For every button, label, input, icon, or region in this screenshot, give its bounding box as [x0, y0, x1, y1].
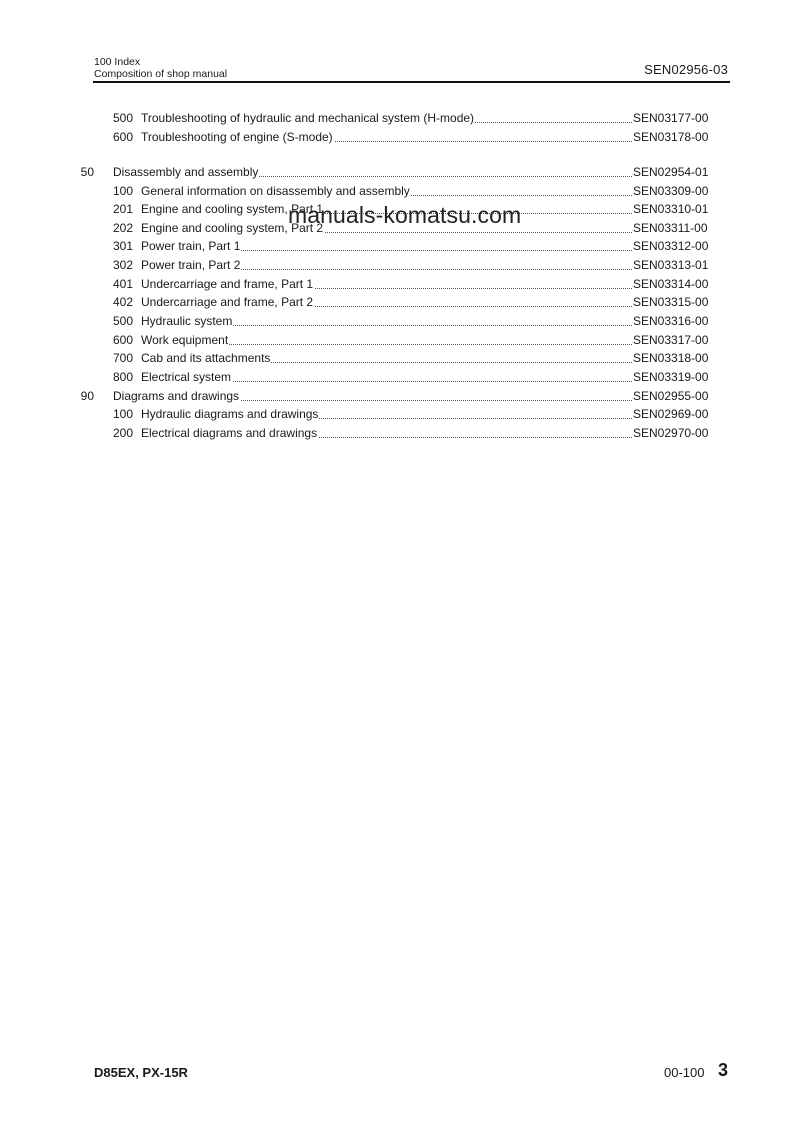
document-code: SEN02956-03 — [644, 62, 728, 77]
toc-title: Power train, Part 1 — [141, 239, 241, 253]
toc-title: Electrical diagrams and drawings — [141, 426, 318, 440]
toc-number: 50 — [80, 165, 94, 179]
toc-title: Engine and cooling system, Part 1 — [141, 202, 324, 216]
toc-row[interactable] — [0, 256, 794, 274]
toc-title: Engine and cooling system, Part 2 — [141, 221, 324, 235]
watermark-text: manuals-komatsu.com — [288, 202, 522, 228]
toc-title: Disassembly and assembly — [113, 165, 259, 179]
toc-title: General information on disassembly and assembly — [141, 184, 410, 198]
toc-code: SEN02954-01 — [633, 165, 709, 179]
toc-number: 100 — [112, 407, 133, 421]
toc-number: 200 — [112, 426, 133, 440]
toc-number: 202 — [112, 221, 133, 235]
toc-number: 302 — [112, 258, 133, 272]
toc-number: 700 — [112, 351, 133, 365]
toc-row[interactable] — [0, 293, 794, 311]
toc-code: SEN03316-00 — [633, 314, 709, 328]
header-divider — [93, 81, 730, 83]
toc-title: Work equipment — [141, 333, 229, 347]
toc-number: 90 — [80, 389, 94, 403]
toc-row[interactable] — [0, 405, 794, 423]
page-number: 3 — [718, 1060, 729, 1080]
toc-title: Hydraulic system — [141, 314, 233, 328]
toc-title: Power train, Part 2 — [141, 258, 241, 272]
toc-code: SEN03317-00 — [633, 333, 709, 347]
toc-title: Undercarriage and frame, Part 1 — [141, 277, 314, 291]
toc-code: SEN03318-00 — [633, 351, 709, 365]
toc-code: SEN03313-01 — [633, 258, 709, 272]
toc-title: Troubleshooting of hydraulic and mechanical system (H-mode) — [141, 111, 475, 125]
toc-title: Troubleshooting of engine (S-mode) — [141, 130, 333, 144]
toc-code: SEN03314-00 — [633, 277, 709, 291]
toc-code: SEN02969-00 — [633, 407, 709, 421]
toc-code: SEN03178-00 — [633, 130, 709, 144]
toc-section-row[interactable] — [0, 163, 794, 181]
toc-code: SEN02970-00 — [633, 426, 709, 440]
toc-number: 500 — [112, 111, 133, 125]
toc-number: 800 — [112, 370, 133, 384]
toc-number: 402 — [112, 295, 133, 309]
toc-title: Cab and its attachments — [141, 351, 271, 365]
toc-code: SEN03309-00 — [633, 184, 709, 198]
header-section-title: 100 Index — [94, 56, 141, 68]
toc-title: Diagrams and drawings — [113, 389, 240, 403]
toc-number: 600 — [112, 333, 133, 347]
toc-title: Electrical system — [141, 370, 232, 384]
toc-code: SEN03315-00 — [633, 295, 709, 309]
toc-row[interactable] — [0, 331, 794, 349]
toc-code: SEN03319-00 — [633, 370, 709, 384]
toc-section-row[interactable] — [0, 387, 794, 405]
toc-row[interactable] — [0, 109, 794, 127]
toc-number: 301 — [112, 239, 133, 253]
toc-row[interactable] — [0, 368, 794, 386]
toc-code: SEN02955-00 — [633, 389, 709, 403]
toc-code: SEN03312-00 — [633, 239, 709, 253]
toc-number: 500 — [112, 314, 133, 328]
toc-number: 100 — [112, 184, 133, 198]
header-breadcrumb — [94, 56, 227, 80]
toc-title: Hydraulic diagrams and drawings — [141, 407, 319, 421]
header-subtitle: Composition of shop manual — [94, 68, 228, 80]
toc-code: SEN03177-00 — [633, 111, 709, 125]
toc-title: Undercarriage and frame, Part 2 — [141, 295, 314, 309]
footer-model: D85EX, PX-15R — [94, 1065, 188, 1080]
toc-row[interactable] — [0, 424, 794, 442]
toc-number: 201 — [112, 202, 133, 216]
toc-number: 600 — [112, 130, 133, 144]
toc-row[interactable] — [0, 182, 794, 200]
toc-row[interactable] — [0, 312, 794, 330]
toc-number: 401 — [112, 277, 133, 291]
toc-row[interactable] — [0, 128, 794, 146]
toc-code: SEN03311-00 — [633, 221, 708, 235]
toc-row[interactable] — [0, 237, 794, 255]
toc-code: SEN03310-01 — [633, 202, 709, 216]
toc-row[interactable] — [0, 349, 794, 367]
toc-row[interactable] — [0, 275, 794, 293]
footer-section-number: 00-100 — [664, 1065, 705, 1080]
